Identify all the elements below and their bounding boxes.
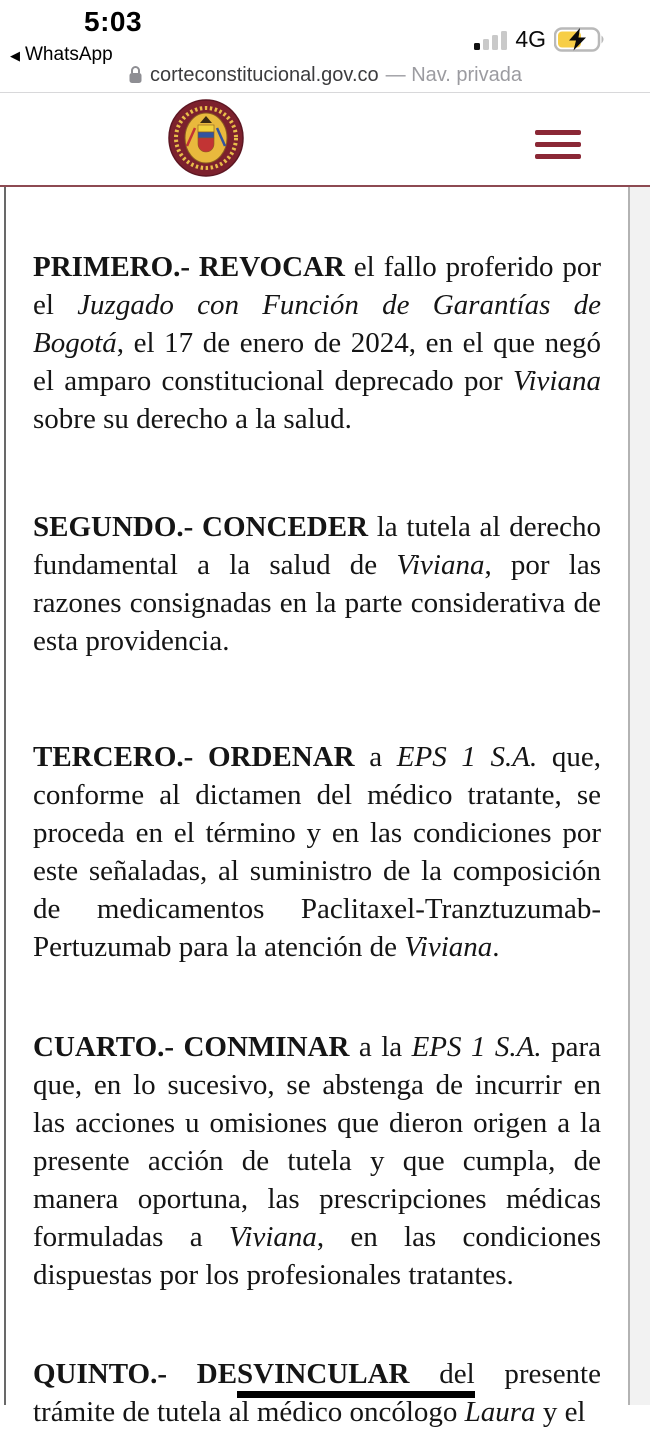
cellular-signal-icon — [474, 30, 507, 50]
hamburger-menu-icon[interactable] — [535, 130, 581, 159]
ruling-paragraph-quinto: QUINTO.- DESVINCULAR del presente trámite de tutela al médico oncólogo Laura y el — [33, 1358, 601, 1428]
status-time: 5:03 — [84, 6, 143, 37]
ruling-document — [4, 187, 630, 1428]
url-bar[interactable] — [0, 60, 650, 90]
ruling-paragraph-cuarto: CUARTO.- CONMINAR a la EPS 1 S.A. para que, en lo sucesivo, se abstenga de incurrir en las acciones u omisiones que dieron origen a la presente acción de tutela y que cumpla, de manera oportuna, las prescripciones médicas formuladas a Viviana, en las condiciones dispuestas por los profesionales tratantes. — [33, 1031, 601, 1291]
ruling-paragraph-tercero: TERCERO.- ORDENAR a EPS 1 S.A. que, conforme al dictamen del médico tratante, se proceda en el término y en las condiciones por este señaladas, al suministro de la composición de medicamentos Paclitaxel-Tranztuzumab-Pertuzumab para la atención de Viviana. — [33, 741, 602, 963]
site-header — [0, 93, 650, 185]
back-app-label: WhatsApp — [25, 44, 113, 65]
lock-icon — [128, 65, 143, 85]
corte-constitucional-seal[interactable] — [167, 98, 245, 183]
ruling-paragraph-segundo: SEGUNDO.- CONCEDER la tutela al derecho fundamental a la salud de Viviana, por las razones consignadas en la parte considerativa de esta providencia. — [33, 511, 601, 657]
ruling-paragraph-primero: PRIMERO.- REVOCAR el fallo proferido por el Juzgado con Función de Garantías de Bogotá, el 17 de enero de 2024, en el que negó el amparo constitucional deprecado por Viviana sobre su derecho a la salud. — [33, 251, 601, 435]
page-gutter — [630, 187, 650, 1405]
status-indicators — [474, 26, 606, 53]
network-type-label: 4G — [515, 26, 546, 52]
url-domain: corteconstitucional.gov.co — [149, 63, 379, 86]
battery-charging-icon — [554, 27, 606, 52]
private-mode-label: — Nav. privada — [385, 63, 522, 86]
back-triangle-icon: ◀ — [10, 47, 20, 63]
